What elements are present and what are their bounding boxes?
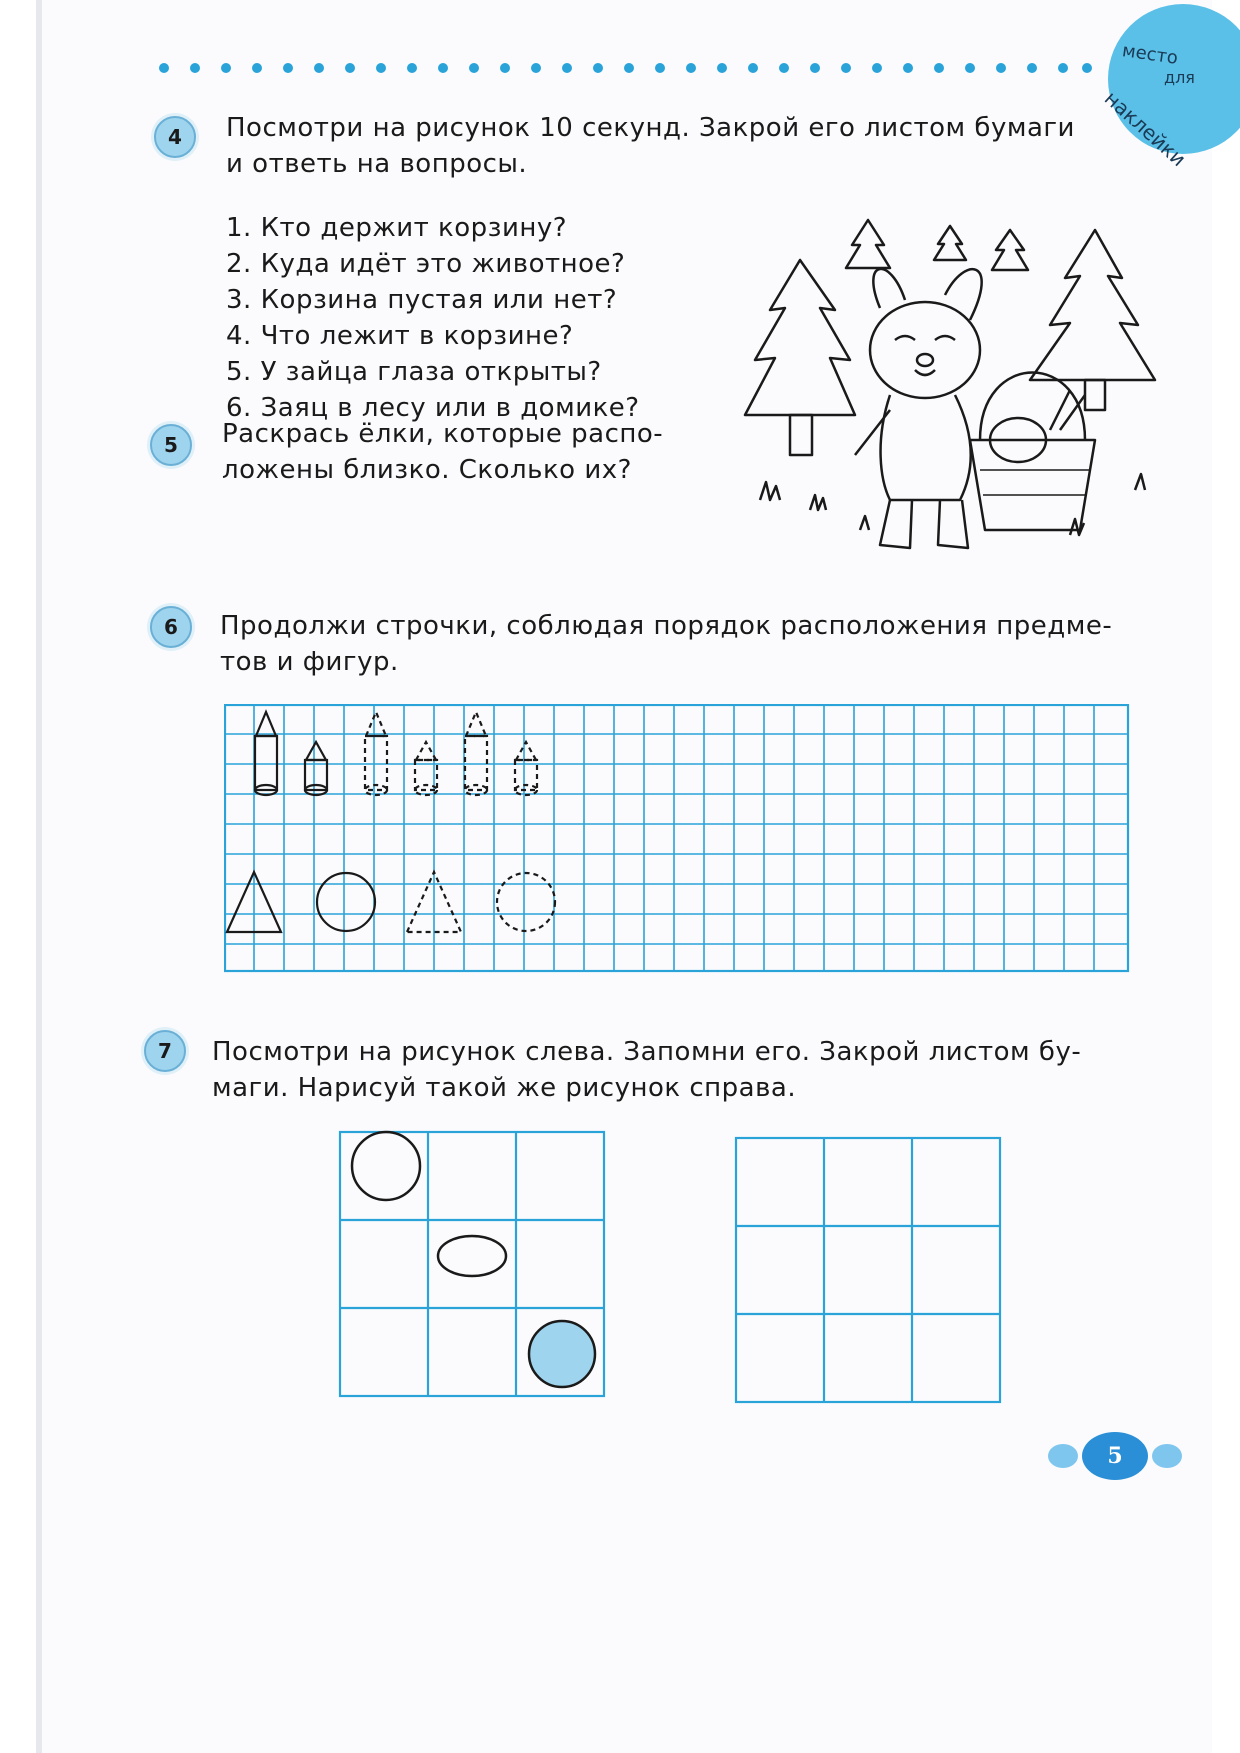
pencil-icon	[305, 742, 327, 795]
tree-icon	[992, 230, 1028, 270]
question-item: 3. Корзина пустая или нет?	[226, 285, 618, 315]
pencil-icon	[365, 712, 387, 795]
pencil-icon	[515, 742, 537, 795]
tree-trunk	[1085, 380, 1105, 410]
hare-ear	[945, 269, 982, 320]
hare-leg	[938, 500, 968, 548]
tree-icon	[1030, 230, 1155, 380]
hare-eye	[895, 336, 915, 340]
basket-handle	[980, 373, 1085, 441]
circle-icon	[352, 1132, 420, 1200]
sticker-text-line1: место	[1120, 40, 1180, 69]
question-item: 5. У зайца глаза открыты?	[226, 357, 602, 387]
tree-icon	[745, 260, 855, 415]
question-item: 4. Что лежит в корзине?	[226, 321, 574, 351]
hare-eye	[935, 336, 955, 340]
task-number-badge: 6	[150, 606, 192, 648]
basket	[970, 440, 1095, 530]
drawing-grid[interactable]	[734, 1136, 1004, 1406]
sticker-text-line2: для	[1164, 68, 1195, 87]
page-number-decoration	[1152, 1444, 1182, 1468]
page-edge	[36, 0, 42, 1753]
tree-icon	[846, 220, 890, 268]
task-5-text-line1: Раскрась ёлки, которые распо-	[222, 419, 664, 449]
hare-leg	[880, 500, 912, 548]
pencil-icon	[255, 712, 277, 795]
circle-icon	[317, 873, 375, 931]
sticker-text-line3: наклейки	[1099, 86, 1191, 172]
filled-circle-icon	[529, 1321, 595, 1387]
task-number-badge: 5	[150, 424, 192, 466]
hare-ear	[873, 269, 905, 308]
task-7-text-line2: маги. Нарисуй такой же рисунок справа.	[212, 1073, 797, 1103]
sequence-grid[interactable]	[224, 704, 1130, 974]
tree-trunk	[790, 415, 812, 455]
tree-icon	[934, 226, 966, 260]
hare-mouth	[915, 370, 935, 375]
task-5-text-line2: ложены близко. Сколько их?	[222, 455, 632, 485]
hare-nose	[917, 354, 933, 366]
task-6-text-line1: Продолжи строчки, соблюдая порядок расположения предме-	[220, 611, 1113, 641]
question-item: 2. Куда идёт это животное?	[226, 249, 626, 279]
task-4-text-line2: и ответь на вопросы.	[226, 149, 528, 179]
hare-body	[881, 395, 971, 500]
oval-icon	[438, 1236, 506, 1276]
task-number-badge: 4	[154, 116, 196, 158]
hare-arm	[855, 410, 890, 455]
page-number: 5	[1082, 1432, 1148, 1480]
task-number-badge: 7	[144, 1030, 186, 1072]
dotted-header-line	[158, 62, 1093, 74]
reference-grid	[338, 1130, 608, 1400]
hare-head	[870, 302, 980, 398]
task-4-text-line1: Посмотри на рисунок 10 секунд. Закрой его листом бумаги	[226, 113, 1075, 143]
hare-forest-illustration	[740, 200, 1170, 570]
circle-icon	[497, 873, 555, 931]
question-item: 1. Кто держит корзину?	[226, 213, 568, 243]
task-7-text-line1: Посмотри на рисунок слева. Запомни его. Закрой листом бу-	[212, 1037, 1082, 1067]
question-item: 6. Заяц в лесу или в домике?	[226, 393, 640, 423]
task-6-text-line2: тов и фигур.	[220, 647, 399, 677]
page-number-decoration	[1048, 1444, 1078, 1468]
pencil-icon	[465, 712, 487, 795]
